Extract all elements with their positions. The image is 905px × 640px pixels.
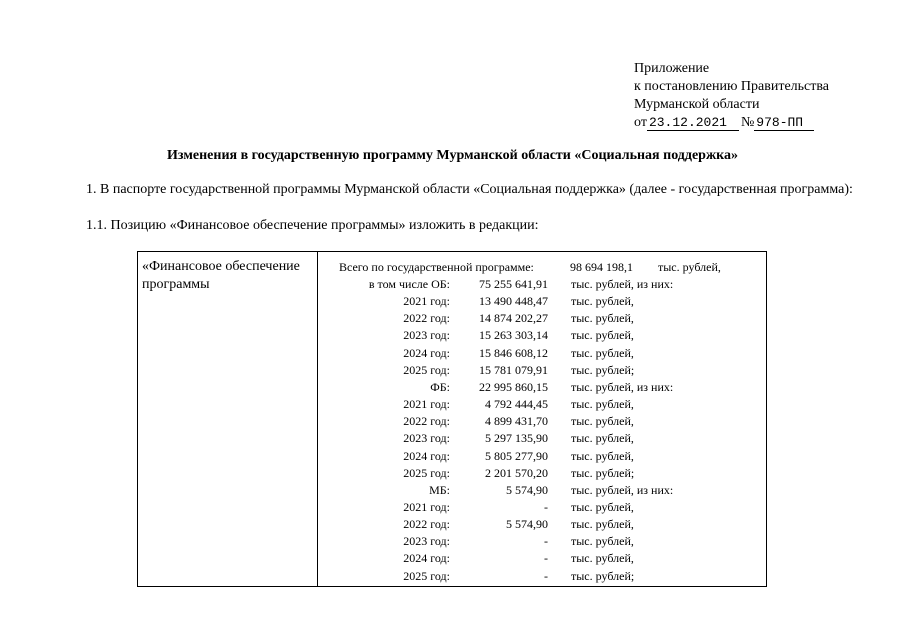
row-label: 2021 год: <box>403 499 450 514</box>
row-amount: 4 792 444,45 <box>485 397 548 412</box>
table-row <box>138 379 766 395</box>
table-row <box>138 465 766 481</box>
table-row <box>138 276 766 292</box>
row-unit: тыс. рублей, из них: <box>571 277 674 291</box>
table-row <box>138 430 766 446</box>
table-row <box>138 293 766 309</box>
row-label: 2025 год: <box>403 465 450 480</box>
row-label: 2021 год: <box>403 294 450 309</box>
row-unit: тыс. рублей, <box>571 551 634 566</box>
row-amount: 4 899 431,70 <box>485 414 548 429</box>
row-label: 2023 год: <box>403 431 450 446</box>
row-unit: тыс. рублей, <box>571 431 634 446</box>
appendix-line-1: Приложение <box>634 61 710 76</box>
row-unit: тыс. рублей, <box>571 517 634 532</box>
financing-label-cell: «Финансовое обеспечение программы <box>142 259 300 292</box>
resolution-number: 978-ПП <box>754 116 814 131</box>
row-unit: тыс. рублей, <box>571 414 634 429</box>
row-label: 2024 год: <box>403 345 450 360</box>
row-unit: тыс. рублей, <box>571 311 634 326</box>
total-unit: тыс. рублей, <box>658 260 721 274</box>
total-label: Всего по государственной программе: <box>339 260 534 274</box>
row-label: 2022 год: <box>403 414 450 429</box>
appendix-line-3: Мурманской области <box>634 97 760 112</box>
row-label: МБ: <box>429 482 450 497</box>
row-unit: тыс. рублей, <box>571 448 634 463</box>
row-amount: - <box>544 534 548 549</box>
table-row <box>138 327 766 343</box>
row-label: 2023 год: <box>403 534 450 549</box>
row-amount: 2 201 570,20 <box>485 465 548 480</box>
document-title: Изменения в государственную программу Мурманской области «Социальная поддержка» <box>167 148 738 163</box>
row-label: 2021 год: <box>403 397 450 412</box>
row-unit: тыс. рублей, из них: <box>571 379 674 394</box>
row-amount: 15 781 079,91 <box>479 362 548 377</box>
table-row <box>138 550 766 566</box>
table-row <box>138 362 766 378</box>
row-amount: 5 805 277,90 <box>485 448 548 463</box>
table-row <box>138 516 766 532</box>
total-value: 98 694 198,1 <box>570 260 633 274</box>
row-amount: 14 874 202,27 <box>479 311 548 326</box>
row-unit: тыс. рублей, <box>571 534 634 549</box>
row-label: 2024 год: <box>403 551 450 566</box>
appendix-header <box>634 60 829 132</box>
row-amount: - <box>544 499 548 514</box>
financing-table <box>137 251 767 587</box>
row-amount: 5 574,90 <box>506 482 548 497</box>
table-row <box>138 448 766 464</box>
row-amount: 75 255 641,91 <box>479 277 548 291</box>
row-label: 2023 год: <box>403 328 450 343</box>
row-unit: тыс. рублей, <box>571 328 634 343</box>
row-unit: тыс. рублей, <box>571 294 634 309</box>
row-unit: тыс. рублей, <box>571 499 634 514</box>
row-unit: тыс. рублей, <box>571 345 634 360</box>
row-amount: 5 297 135,90 <box>485 431 548 446</box>
row-unit: тыс. рублей, <box>571 397 634 412</box>
table-row <box>138 499 766 515</box>
row-unit: тыс. рублей; <box>571 568 635 583</box>
row-label: 2025 год: <box>403 362 450 377</box>
appendix-line-2: к постановлению Правительства <box>634 79 830 94</box>
table-row <box>138 345 766 361</box>
row-unit: тыс. рублей; <box>571 362 635 377</box>
row-amount: 15 263 303,14 <box>479 328 548 343</box>
row-unit: тыс. рублей; <box>571 465 635 480</box>
row-amount: 15 846 608,12 <box>479 345 548 360</box>
row-label: 2024 год: <box>403 448 450 463</box>
table-row <box>138 568 766 584</box>
resolution-date: 23.12.2021 <box>647 116 739 131</box>
paragraph-1: 1. В паспорте государственной программы Мурманской области «Социальная поддержка» (далее - государственная программа): <box>86 182 853 197</box>
appendix-date-line <box>634 114 829 132</box>
row-amount: 13 490 448,47 <box>479 294 548 309</box>
table-row <box>138 413 766 429</box>
paragraph-2: 1.1. Позицию «Финансовое обеспечение программы» изложить в редакции: <box>86 218 539 233</box>
table-row <box>138 533 766 549</box>
row-amount: 22 995 860,15 <box>479 379 548 394</box>
table-row <box>138 310 766 326</box>
row-label: 2022 год: <box>403 517 450 532</box>
row-amount: - <box>544 568 548 583</box>
number-label: № <box>740 115 755 130</box>
row-amount: - <box>544 551 548 566</box>
table-row <box>138 482 766 498</box>
row-unit: тыс. рублей, из них: <box>571 482 674 497</box>
row-label: ФБ: <box>430 379 450 394</box>
row-amount: 5 574,90 <box>506 517 548 532</box>
row-label: в том числе ОБ: <box>368 277 450 291</box>
row-label: 2022 год: <box>403 311 450 326</box>
row-label: 2025 год: <box>403 568 450 583</box>
table-row <box>138 396 766 412</box>
from-label: от <box>634 115 647 130</box>
